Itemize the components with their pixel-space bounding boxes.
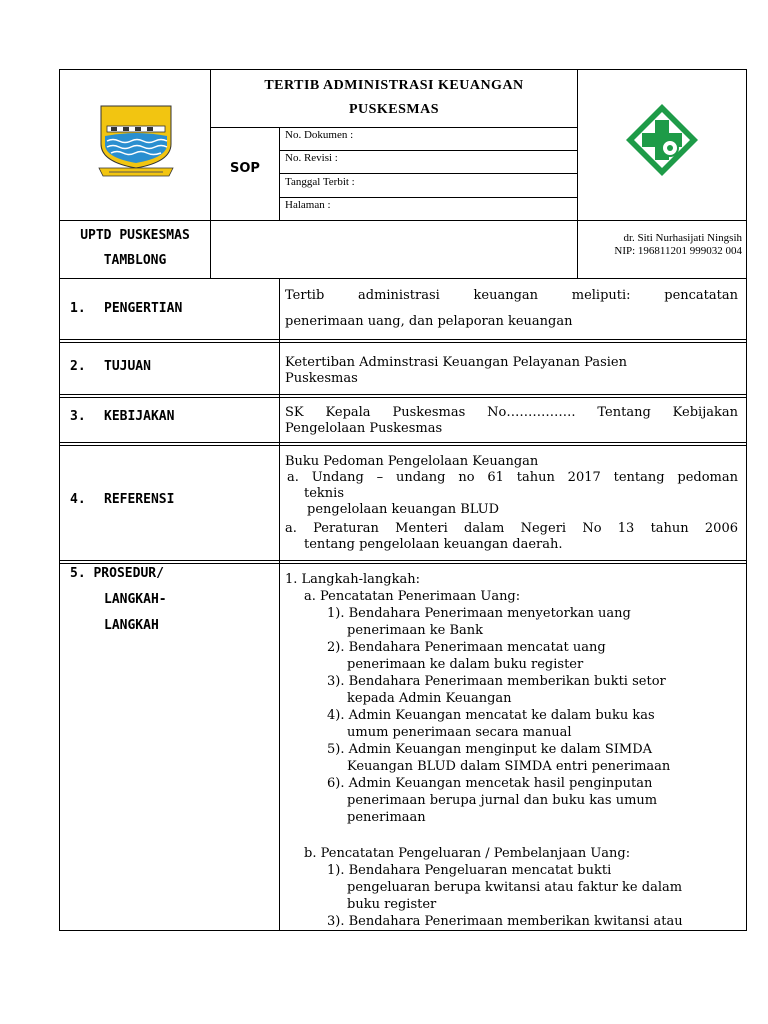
referensi-line: a. Peraturan Menteri dalam Negeri No 13 tahun 2006 xyxy=(285,521,738,536)
org-name-line1: UPTD PUSKESMAS xyxy=(80,228,190,243)
no-revisi-field: No. Revisi : xyxy=(285,152,338,164)
prosedur-line: 6). Admin Keuangan mencetak hasil penginputan xyxy=(327,776,653,791)
puskesmas-cross-icon xyxy=(624,102,700,178)
prosedur-line: 3). Bendahara Penerimaan memberikan bukti setor xyxy=(327,674,666,689)
prosedur-line: buku register xyxy=(347,897,437,912)
bandung-regency-emblem-icon xyxy=(95,100,177,180)
prosedur-line: kepada Admin Keuangan xyxy=(347,691,512,706)
signer-name: dr. Siti Nurhasijati Ningsih xyxy=(623,232,742,244)
referensi-line: teknis xyxy=(304,486,344,501)
section-label-prosedur: 5. PROSEDUR/ xyxy=(70,566,164,581)
referensi-line: tentang pengelolaan keuangan daerah. xyxy=(304,537,563,552)
prosedur-line: 3). Bendahara Penerimaan memberikan kwitansi atau xyxy=(327,914,683,929)
pengertian-text-line2: penerimaan uang, dan pelaporan keuangan xyxy=(285,314,573,329)
prosedur-line: 2). Bendahara Penerimaan mencatat uang xyxy=(327,640,606,655)
prosedur-line: umum penerimaan secara manual xyxy=(347,725,572,740)
section-number-kebijakan: 3. xyxy=(70,409,86,424)
tujuan-text-line2: Puskesmas xyxy=(285,371,358,386)
prosedur-line: Keuangan BLUD dalam SIMDA entri penerimaan xyxy=(347,759,671,774)
prosedur-line: penerimaan ke dalam buku register xyxy=(347,657,584,672)
prosedur-line: penerimaan xyxy=(347,810,426,825)
prosedur-line: 4). Admin Keuangan mencatat ke dalam buku kas xyxy=(327,708,655,723)
prosedur-line: 5). Admin Keuangan menginput ke dalam SIMDA xyxy=(327,742,653,757)
section-label-referensi: REFERENSI xyxy=(104,492,175,507)
prosedur-line: a. Pencatatan Penerimaan Uang: xyxy=(304,589,521,604)
kebijakan-text-line1: SK Kepala Puskesmas No……………. Tentang Kebijakan xyxy=(285,405,738,420)
referensi-line: pengelolaan keuangan BLUD xyxy=(307,502,500,517)
section-label-tujuan: TUJUAN xyxy=(104,359,151,374)
document-title-line1: TERTIB ADMINISTRASI KEUANGAN xyxy=(264,78,524,93)
document-title-line2: PUSKESMAS xyxy=(348,102,440,117)
halaman-field: Halaman : xyxy=(285,199,331,211)
prosedur-line: 1. Langkah-langkah: xyxy=(285,572,420,587)
org-name-line2: TAMBLONG xyxy=(103,253,167,268)
referensi-line: a. Undang – undang no 61 tahun 2017 tentang pedoman xyxy=(287,470,738,485)
section-label-langkah: LANGKAH- xyxy=(104,592,167,607)
no-dokumen-field: No. Dokumen : xyxy=(285,129,354,141)
prosedur-line: b. Pencatatan Pengeluaran / Pembelanjaan Uang: xyxy=(304,846,631,861)
prosedur-line: 1). Bendahara Penerimaan menyetorkan uang xyxy=(327,606,631,621)
tanggal-terbit-field: Tanggal Terbit : xyxy=(285,176,355,188)
kebijakan-text-line2: Pengelolaan Puskesmas xyxy=(285,421,443,436)
pengertian-text-line1: Tertib administrasi keuangan meliputi: pencatatan xyxy=(285,288,738,303)
signer-nip: NIP: 196811201 999032 004 xyxy=(614,245,742,257)
prosedur-line: pengeluaran berupa kwitansi atau faktur ke dalam xyxy=(347,880,683,895)
referensi-line: Buku Pedoman Pengelolaan Keuangan xyxy=(285,454,539,469)
section-label-kebijakan: KEBIJAKAN xyxy=(104,409,175,424)
section-label-pengertian: PENGERTIAN xyxy=(104,301,183,316)
sop-label: SOP xyxy=(230,161,260,176)
section-number-tujuan: 2. xyxy=(70,359,86,374)
section-number-pengertian: 1. xyxy=(70,301,86,316)
tujuan-text-line1: Ketertiban Adminstrasi Keuangan Pelayanan Pasien xyxy=(285,355,627,370)
prosedur-line: penerimaan ke Bank xyxy=(347,623,484,638)
prosedur-line: 1). Bendahara Pengeluaran mencatat bukti xyxy=(327,863,612,878)
section-label-langkah-2: LANGKAH xyxy=(104,618,159,633)
prosedur-line: penerimaan berupa jurnal dan buku kas umum xyxy=(347,793,658,808)
section-number-referensi: 4. xyxy=(70,492,86,507)
